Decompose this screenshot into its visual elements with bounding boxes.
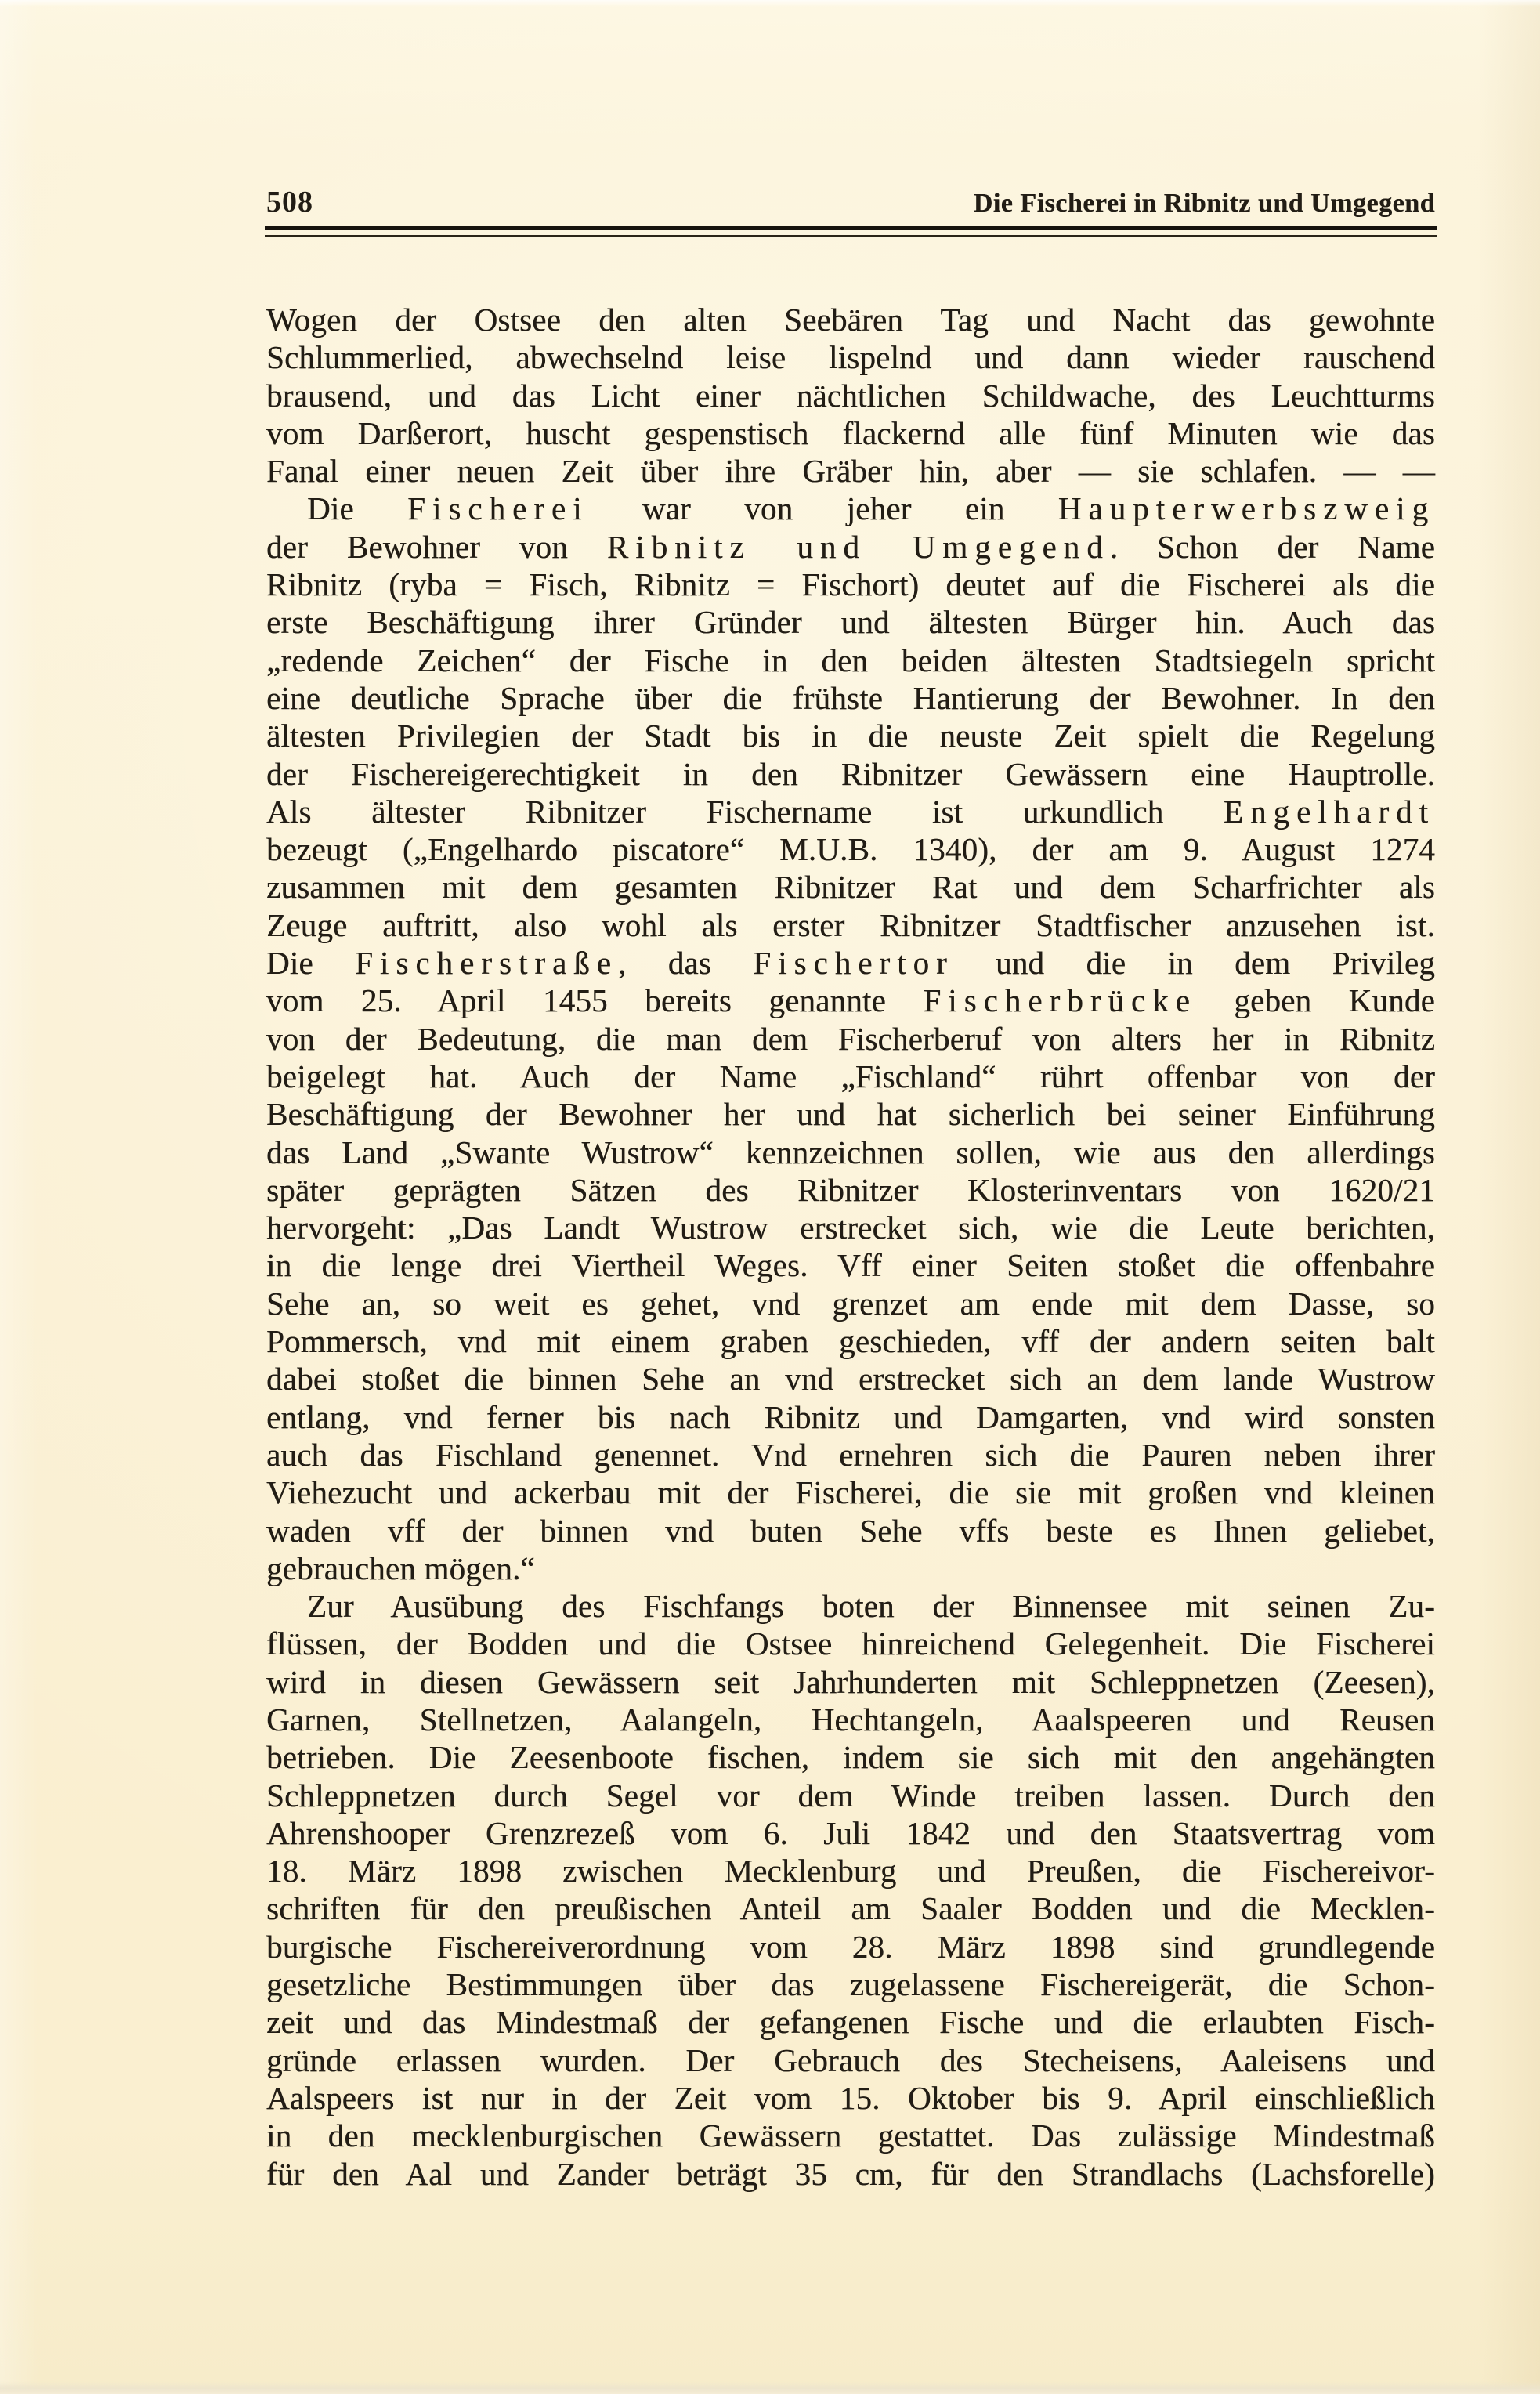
text-line: Sehe an, so weit es gehet, vnd grenzet am ende mit dem Dasse, so [266, 1285, 1435, 1322]
text-line: gebrauchen mögen.“ [266, 1550, 535, 1586]
page-number: 508 [266, 186, 313, 219]
text-line: in den mecklenburgischen Gewässern gestattet. Das zulässige Mindestmaß [266, 2117, 1435, 2154]
letterspaced-text: Fischertor [753, 945, 954, 982]
text-line: entlang, vnd ferner bis nach Ribnitz und Damgarten, vnd wird sonsten [266, 1398, 1435, 1435]
text-line: der Fischereigerechtigkeit in den Ribnitzer Gewässern eine Hauptrolle. [266, 755, 1435, 792]
paragraph [266, 301, 1435, 490]
letterspaced-text: Haupterwerbszweig [1057, 490, 1435, 527]
text-line: Zur Ausübung des Fischfangs boten der Binnensee mit seinen Zu- [307, 1588, 1435, 1625]
text-line: burgische Fischereiverordnung vom 28. März 1898 sind grundlegende [266, 1928, 1435, 1965]
paragraph [266, 490, 1435, 1587]
text-line: gesetzliche Bestimmungen über das zugelassene Fischereigerät, die Schon- [266, 1966, 1435, 2003]
letterspaced-text: Ribnitz und Umgegend [606, 528, 1110, 565]
text-line: brausend, und das Licht einer nächtlichen Schildwache, des Leuchtturms [266, 377, 1435, 414]
letterspaced-text: Fischerbrücke [923, 982, 1197, 1019]
letterspaced-text: Engelhardt [1223, 793, 1435, 830]
text-line: dabei stoßet die binnen Sehe an vnd erstrecket sich an dem lande Wustrow [266, 1361, 1435, 1398]
text-line: von der Bedeutung, die man dem Fischerberuf von alters her in Ribnitz [266, 1020, 1435, 1057]
text-line: Ahrenshooper Grenzrezeß vom 6. Juli 1842 und den Staatsvertrag vom [266, 1814, 1435, 1851]
text-line: Fanal einer neuen Zeit über ihre Gräber hin, aber — sie schlafen. — — [266, 453, 1435, 490]
text-line: betrieben. Die Zeesenboote fischen, indem sie sich mit den angehängten [266, 1739, 1435, 1776]
text-line: zusammen mit dem gesamten Ribnitzer Rat und dem Scharfrichter als [266, 869, 1435, 906]
text-line: Schlummerlied, abwechselnd leise lispelnd und dann wieder rauschend [266, 339, 1435, 376]
text-line: flüssen, der Bodden und die Ostsee hinreichend Gelegenheit. Die Fischerei [266, 1626, 1435, 1662]
text-line: Zeuge auftritt, also wohl als erster Ribnitzer Stadtfischer anzusehen ist. [266, 906, 1435, 943]
text-line: das Land „Swante Wustrow“ kennzeichnen sollen, wie aus den allerdings [266, 1134, 1435, 1170]
text-line: Wogen der Ostsee den alten Seebären Tag und Nacht das gewohnte [266, 302, 1435, 338]
text-line: für den Aal und Zander beträgt 35 cm, für den Strandlachs (Lachsforelle) [266, 2155, 1435, 2192]
text-line: in die lenge drei Viertheil Weges. Vff einer Seiten stoßet die offenbahre [266, 1247, 1435, 1284]
letterspaced-text: Fischerstraße [355, 945, 618, 982]
text-line: Aalspeers ist nur in der Zeit vom 15. Oktober bis 9. April einschließlich [266, 2079, 1435, 2116]
text-line: vom 25. April 1455 bereits genannte Fischerbrücke geben Kunde [266, 982, 1435, 1019]
text-line: erste Beschäftigung ihrer Gründer und ältesten Bürger hin. Auch das [266, 604, 1435, 641]
paragraph [266, 1587, 1435, 2193]
text-line: Ribnitz (ryba = Fisch, Ribnitz = Fischort) deutet auf die Fischerei als die [266, 566, 1435, 603]
running-title: Die Fischerei in Ribnitz und Umgegend [973, 189, 1435, 218]
text-line: Viehezucht und ackerbau mit der Fischerei, die sie mit großen vnd kleinen [266, 1474, 1435, 1511]
text-line: beigelegt hat. Auch der Name „Fischland“ rührt offenbar von der [266, 1058, 1435, 1094]
text-line: zeit und das Mindestmaß der gefangenen Fische und die erlaubten Fisch- [266, 2004, 1435, 2041]
text-line: hervorgeht: „Das Landt Wustrow erstrecket sich, wie die Leute berichten, [266, 1210, 1435, 1246]
text-line: Garnen, Stellnetzen, Aalangeln, Hechtangeln, Aaalspeeren und Reusen [266, 1701, 1435, 1738]
text-line: eine deutliche Sprache über die frühste Hantierung der Bewohner. In den [266, 679, 1435, 716]
text-line: schriften für den preußischen Anteil am Saaler Bodden und die Mecklen- [266, 1890, 1435, 1927]
text-line: bezeugt („Engelhardo piscatore“ M.U.B. 1340), der am 9. August 1274 [266, 831, 1435, 868]
text-line: gründe erlassen wurden. Der Gebrauch des Stecheisens, Aaleisens und [266, 2041, 1435, 2078]
text-line: vom Darßerort, huscht gespenstisch flackernd alle fünf Minuten wie das [266, 414, 1435, 451]
text-line: der Bewohner von Ribnitz und Umgegend. Schon der Name [266, 528, 1435, 565]
text-line: Beschäftigung der Bewohner her und hat sicherlich bei seiner Einführung [266, 1096, 1435, 1133]
text-line: Pommersch, vnd mit einem graben geschieden, vff der andern seiten balt [266, 1323, 1435, 1360]
text-line: auch das Fischland genennet. Vnd ernehren sich die Pauren neben ihrer [266, 1436, 1435, 1473]
text-line: waden vff der binnen vnd buten Sehe vffs beste es Ihnen geliebet, [266, 1512, 1435, 1549]
text-line: 18. März 1898 zwischen Mecklenburg und Preußen, die Fischereivor- [266, 1853, 1435, 1890]
page-header [266, 185, 1435, 219]
text-line: „redende Zeichen“ der Fische in den beiden ältesten Stadtsiegeln spricht [266, 642, 1435, 678]
letterspaced-text: Fischerei [407, 490, 589, 527]
text-line: Schleppnetzen durch Segel vor dem Winde treiben lassen. Durch den [266, 1777, 1435, 1814]
text-line: später geprägten Sätzen des Ribnitzer Klosterinventars von 1620/21 [266, 1171, 1435, 1208]
page-body [266, 301, 1435, 2193]
text-line: Die Fischerei war von jeher ein Haupterwerbszweig [307, 490, 1435, 527]
text-line: Als ältester Ribnitzer Fischername ist urkundlich Engelhardt [266, 793, 1435, 830]
text-line: wird in diesen Gewässern seit Jahrhunderten mit Schleppnetzen (Zeesen), [266, 1663, 1435, 1700]
header-rule [265, 226, 1437, 237]
text-line: ältesten Privilegien der Stadt bis in die neuste Zeit spielt die Regelung [266, 718, 1435, 754]
text-line: Die Fischerstraße, das Fischertor und die in dem Privileg [266, 945, 1435, 982]
